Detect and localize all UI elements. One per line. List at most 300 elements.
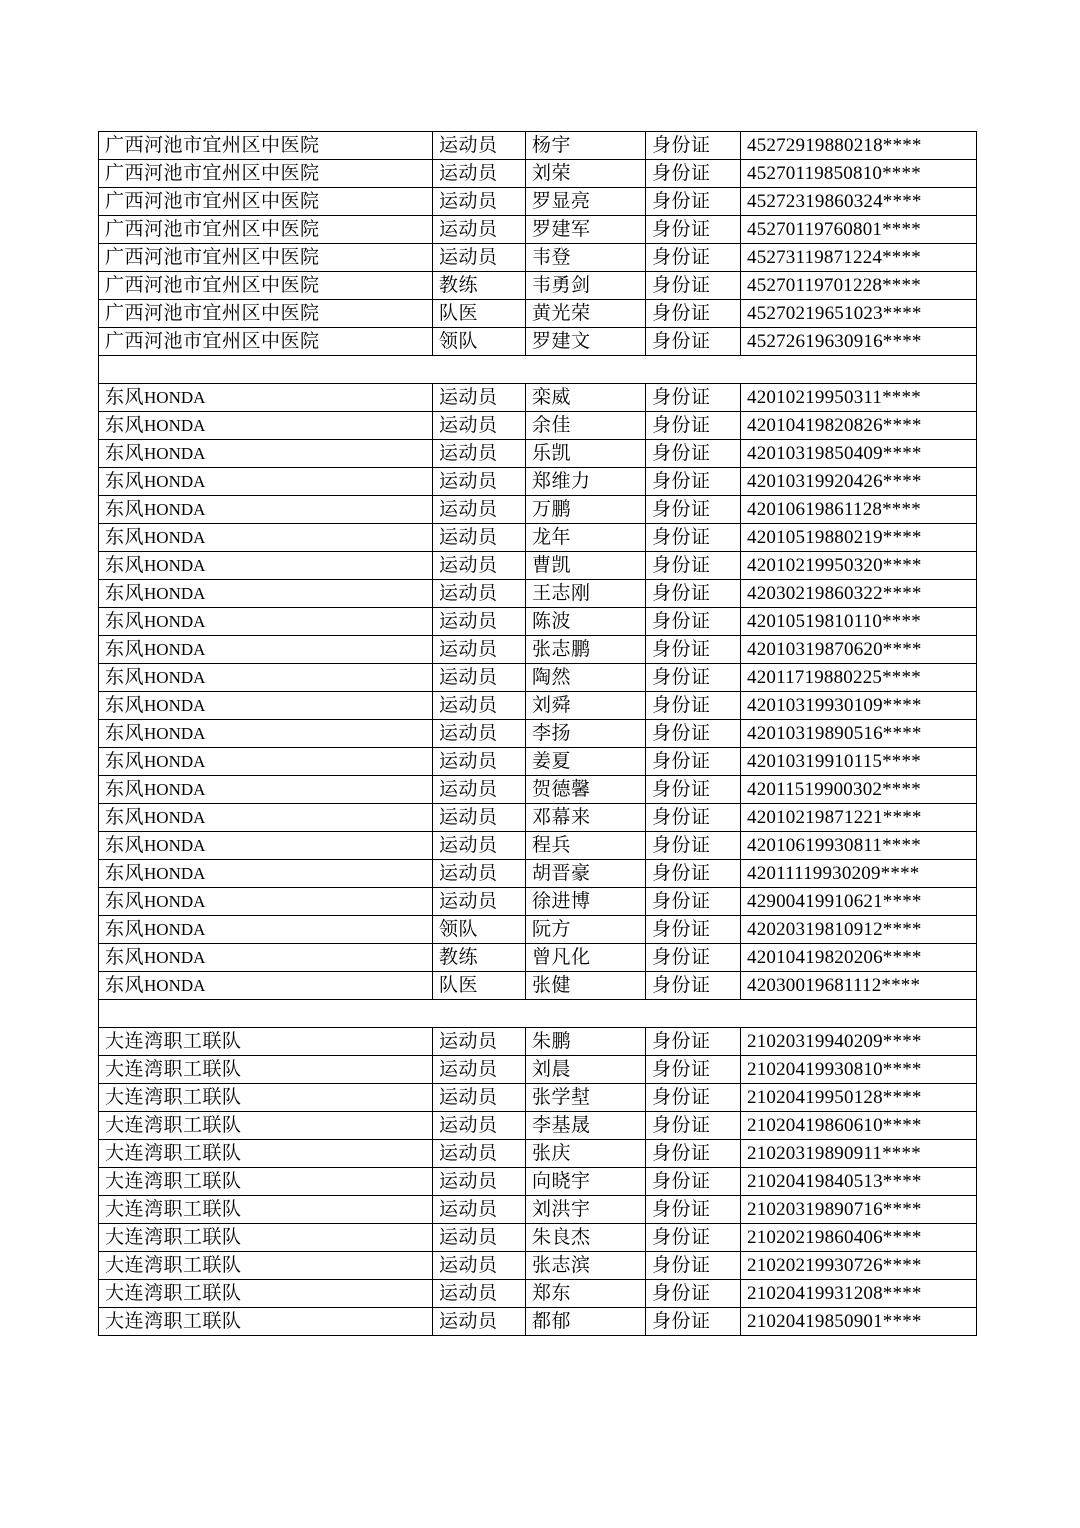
cell-id-type: 身份证 <box>646 244 741 272</box>
cell-organization <box>99 1280 433 1308</box>
cell-id-number: 42011719880225**** <box>741 664 977 692</box>
cell-id-number: 42010519810110**** <box>741 608 977 636</box>
table-row <box>99 496 977 524</box>
cell-person-name: 曾凡化 <box>526 944 646 972</box>
table-row <box>99 608 977 636</box>
cell-organization <box>99 496 433 524</box>
cell-role: 运动员 <box>433 468 526 496</box>
cell-id-type: 身份证 <box>646 664 741 692</box>
cell-organization <box>99 664 433 692</box>
cell-person-name: 郑维力 <box>526 468 646 496</box>
cell-organization <box>99 1224 433 1252</box>
organization-name-latin: HONDA <box>144 919 206 939</box>
cell-id-number: 42010219950311**** <box>741 384 977 412</box>
cell-id-number: 42020319810912**** <box>741 916 977 944</box>
cell-person-name: 朱良杰 <box>526 1224 646 1252</box>
cell-id-type: 身份证 <box>646 188 741 216</box>
cell-role: 领队 <box>433 916 526 944</box>
organization-name-cjk: 广西河池市宜州区中医院 <box>105 330 320 352</box>
cell-role: 运动员 <box>433 412 526 440</box>
cell-role: 运动员 <box>433 552 526 580</box>
cell-id-type: 身份证 <box>646 440 741 468</box>
cell-organization <box>99 440 433 468</box>
cell-person-name: 胡晋豪 <box>526 860 646 888</box>
organization-name-cjk: 东风 <box>105 610 145 632</box>
cell-id-type: 身份证 <box>646 1308 741 1336</box>
cell-person-name: 邓幕来 <box>526 804 646 832</box>
cell-id-number: 21020219860406**** <box>741 1224 977 1252</box>
cell-role: 运动员 <box>433 860 526 888</box>
organization-name-cjk: 东风 <box>105 806 145 828</box>
table-row <box>99 384 977 412</box>
cell-id-type: 身份证 <box>646 1140 741 1168</box>
cell-id-type: 身份证 <box>646 272 741 300</box>
cell-organization <box>99 1112 433 1140</box>
cell-id-number: 45270119760801**** <box>741 216 977 244</box>
cell-role: 运动员 <box>433 608 526 636</box>
table-row <box>99 1196 977 1224</box>
cell-person-name: 都郁 <box>526 1308 646 1336</box>
cell-person-name: 阮方 <box>526 916 646 944</box>
organization-name-cjk: 大连湾职工联队 <box>105 1086 242 1108</box>
table-row <box>99 1168 977 1196</box>
cell-id-number: 42011519900302**** <box>741 776 977 804</box>
cell-role: 运动员 <box>433 804 526 832</box>
cell-id-number: 45270219651023**** <box>741 300 977 328</box>
cell-organization <box>99 384 433 412</box>
cell-organization <box>99 804 433 832</box>
table-row <box>99 832 977 860</box>
cell-id-number: 21020419840513**** <box>741 1168 977 1196</box>
table-row <box>99 692 977 720</box>
cell-organization <box>99 580 433 608</box>
organization-name-cjk: 大连湾职工联队 <box>105 1030 242 1052</box>
cell-id-number: 42010619861128**** <box>741 496 977 524</box>
cell-person-name: 陶然 <box>526 664 646 692</box>
cell-id-number: 42010619930811**** <box>741 832 977 860</box>
cell-organization <box>99 692 433 720</box>
organization-name-cjk: 东风 <box>105 498 145 520</box>
cell-id-type: 身份证 <box>646 524 741 552</box>
cell-organization <box>99 888 433 916</box>
cell-organization <box>99 1252 433 1280</box>
group-separator-row <box>99 1000 977 1028</box>
cell-id-number: 42030219860322**** <box>741 580 977 608</box>
table-row <box>99 440 977 468</box>
table-row <box>99 552 977 580</box>
cell-role: 运动员 <box>433 1224 526 1252</box>
cell-person-name: 张学堼 <box>526 1084 646 1112</box>
organization-name-latin: HONDA <box>144 471 206 491</box>
cell-role: 运动员 <box>433 1112 526 1140</box>
organization-name-cjk: 大连湾职工联队 <box>105 1226 242 1248</box>
cell-id-type: 身份证 <box>646 160 741 188</box>
table-row <box>99 1028 977 1056</box>
cell-id-number: 42010319870620**** <box>741 636 977 664</box>
cell-id-number: 42030019681112**** <box>741 972 977 1000</box>
cell-role: 运动员 <box>433 216 526 244</box>
organization-name-cjk: 大连湾职工联队 <box>105 1282 242 1304</box>
cell-id-number: 42010219871221**** <box>741 804 977 832</box>
cell-id-type: 身份证 <box>646 916 741 944</box>
cell-id-number: 42010219950320**** <box>741 552 977 580</box>
cell-id-number: 21020419860610**** <box>741 1112 977 1140</box>
cell-id-type: 身份证 <box>646 216 741 244</box>
cell-role: 运动员 <box>433 1252 526 1280</box>
roster-table-body <box>99 132 977 1336</box>
organization-name-latin: HONDA <box>144 975 206 995</box>
cell-organization <box>99 832 433 860</box>
organization-name-latin: HONDA <box>144 807 206 827</box>
cell-organization <box>99 272 433 300</box>
cell-role: 领队 <box>433 328 526 356</box>
cell-organization <box>99 552 433 580</box>
cell-role: 运动员 <box>433 188 526 216</box>
table-row <box>99 1140 977 1168</box>
organization-name-latin: HONDA <box>144 751 206 771</box>
cell-role: 运动员 <box>433 1168 526 1196</box>
cell-person-name: 张志滨 <box>526 1252 646 1280</box>
table-row <box>99 1084 977 1112</box>
organization-name-cjk: 广西河池市宜州区中医院 <box>105 246 320 268</box>
table-row <box>99 132 977 160</box>
organization-name-cjk: 大连湾职工联队 <box>105 1058 242 1080</box>
organization-name-cjk: 广西河池市宜州区中医院 <box>105 190 320 212</box>
group-separator-cell <box>99 356 977 384</box>
cell-id-number: 42010319930109**** <box>741 692 977 720</box>
cell-person-name: 张健 <box>526 972 646 1000</box>
cell-role: 运动员 <box>433 636 526 664</box>
cell-role: 运动员 <box>433 1056 526 1084</box>
organization-name-cjk: 大连湾职工联队 <box>105 1198 242 1220</box>
cell-organization <box>99 1028 433 1056</box>
organization-name-latin: HONDA <box>144 387 206 407</box>
table-row <box>99 244 977 272</box>
table-row <box>99 300 977 328</box>
organization-name-cjk: 大连湾职工联队 <box>105 1170 242 1192</box>
cell-id-type: 身份证 <box>646 832 741 860</box>
cell-id-type: 身份证 <box>646 944 741 972</box>
table-row <box>99 160 977 188</box>
cell-organization <box>99 244 433 272</box>
cell-person-name: 王志刚 <box>526 580 646 608</box>
cell-role: 队医 <box>433 972 526 1000</box>
cell-person-name: 郑东 <box>526 1280 646 1308</box>
cell-id-number: 42010419820826**** <box>741 412 977 440</box>
table-row <box>99 1056 977 1084</box>
cell-role: 运动员 <box>433 1084 526 1112</box>
cell-id-type: 身份证 <box>646 300 741 328</box>
cell-role: 运动员 <box>433 748 526 776</box>
cell-role: 运动员 <box>433 440 526 468</box>
table-row <box>99 748 977 776</box>
organization-name-cjk: 大连湾职工联队 <box>105 1142 242 1164</box>
cell-id-number: 21020419950128**** <box>741 1084 977 1112</box>
cell-organization <box>99 748 433 776</box>
organization-name-latin: HONDA <box>144 583 206 603</box>
organization-name-cjk: 广西河池市宜州区中医院 <box>105 302 320 324</box>
cell-id-number: 21020319890911**** <box>741 1140 977 1168</box>
cell-person-name: 向晓宇 <box>526 1168 646 1196</box>
organization-name-cjk: 广西河池市宜州区中医院 <box>105 274 320 296</box>
cell-id-type: 身份证 <box>646 776 741 804</box>
cell-person-name: 黄光荣 <box>526 300 646 328</box>
cell-id-type: 身份证 <box>646 1196 741 1224</box>
cell-id-type: 身份证 <box>646 580 741 608</box>
organization-name-latin: HONDA <box>144 891 206 911</box>
cell-organization <box>99 860 433 888</box>
cell-id-type: 身份证 <box>646 1168 741 1196</box>
cell-person-name: 韦勇剑 <box>526 272 646 300</box>
organization-name-cjk: 广西河池市宜州区中医院 <box>105 162 320 184</box>
table-row <box>99 412 977 440</box>
cell-role: 运动员 <box>433 664 526 692</box>
cell-id-type: 身份证 <box>646 132 741 160</box>
cell-id-number: 42010319920426**** <box>741 468 977 496</box>
cell-person-name: 程兵 <box>526 832 646 860</box>
cell-id-type: 身份证 <box>646 1084 741 1112</box>
cell-id-type: 身份证 <box>646 608 741 636</box>
cell-id-type: 身份证 <box>646 1112 741 1140</box>
organization-name-cjk: 大连湾职工联队 <box>105 1254 242 1276</box>
cell-role: 运动员 <box>433 524 526 552</box>
cell-organization <box>99 720 433 748</box>
cell-organization <box>99 608 433 636</box>
cell-id-type: 身份证 <box>646 328 741 356</box>
table-row <box>99 944 977 972</box>
cell-id-type: 身份证 <box>646 720 741 748</box>
cell-organization <box>99 916 433 944</box>
table-row <box>99 1308 977 1336</box>
table-row <box>99 272 977 300</box>
organization-name-latin: HONDA <box>144 667 206 687</box>
cell-id-number: 42010319890516**** <box>741 720 977 748</box>
organization-name-cjk: 东风 <box>105 554 145 576</box>
cell-role: 教练 <box>433 944 526 972</box>
cell-role: 运动员 <box>433 1196 526 1224</box>
cell-id-type: 身份证 <box>646 636 741 664</box>
cell-id-type: 身份证 <box>646 468 741 496</box>
organization-name-cjk: 大连湾职工联队 <box>105 1310 242 1332</box>
cell-person-name: 刘舜 <box>526 692 646 720</box>
cell-role: 运动员 <box>433 1280 526 1308</box>
cell-organization <box>99 216 433 244</box>
cell-id-number: 21020419930810**** <box>741 1056 977 1084</box>
cell-person-name: 万鹏 <box>526 496 646 524</box>
cell-id-number: 45270119850810**** <box>741 160 977 188</box>
cell-person-name: 栾威 <box>526 384 646 412</box>
cell-id-number: 42010319850409**** <box>741 440 977 468</box>
organization-name-latin: HONDA <box>144 611 206 631</box>
cell-person-name: 乐凯 <box>526 440 646 468</box>
organization-name-latin: HONDA <box>144 863 206 883</box>
table-row <box>99 916 977 944</box>
cell-organization <box>99 524 433 552</box>
table-row <box>99 580 977 608</box>
cell-id-type: 身份证 <box>646 1028 741 1056</box>
organization-name-latin: HONDA <box>144 499 206 519</box>
cell-id-number: 21020319890716**** <box>741 1196 977 1224</box>
cell-id-number: 42010519880219**** <box>741 524 977 552</box>
organization-name-latin: HONDA <box>144 527 206 547</box>
cell-person-name: 张志鹏 <box>526 636 646 664</box>
table-row <box>99 636 977 664</box>
cell-organization <box>99 188 433 216</box>
cell-id-number: 42011119930209**** <box>741 860 977 888</box>
cell-person-name: 李基晟 <box>526 1112 646 1140</box>
organization-name-cjk: 大连湾职工联队 <box>105 1114 242 1136</box>
table-row <box>99 776 977 804</box>
organization-name-cjk: 东风 <box>105 694 145 716</box>
cell-person-name: 李扬 <box>526 720 646 748</box>
cell-id-type: 身份证 <box>646 972 741 1000</box>
cell-role: 运动员 <box>433 384 526 412</box>
table-row <box>99 216 977 244</box>
organization-name-cjk: 广西河池市宜州区中医院 <box>105 134 320 156</box>
cell-id-type: 身份证 <box>646 412 741 440</box>
table-row <box>99 664 977 692</box>
cell-id-number: 42010319910115**** <box>741 748 977 776</box>
cell-organization <box>99 636 433 664</box>
organization-name-cjk: 东风 <box>105 834 145 856</box>
cell-organization <box>99 776 433 804</box>
cell-person-name: 余佳 <box>526 412 646 440</box>
cell-role: 运动员 <box>433 1308 526 1336</box>
cell-organization <box>99 972 433 1000</box>
organization-name-cjk: 东风 <box>105 470 145 492</box>
table-row <box>99 972 977 1000</box>
group-separator-row <box>99 356 977 384</box>
organization-name-latin: HONDA <box>144 443 206 463</box>
cell-organization <box>99 944 433 972</box>
organization-name-cjk: 东风 <box>105 862 145 884</box>
cell-person-name: 刘洪宇 <box>526 1196 646 1224</box>
organization-name-latin: HONDA <box>144 723 206 743</box>
cell-role: 运动员 <box>433 1140 526 1168</box>
cell-id-type: 身份证 <box>646 692 741 720</box>
cell-person-name: 朱鹏 <box>526 1028 646 1056</box>
table-row <box>99 888 977 916</box>
cell-person-name: 罗建文 <box>526 328 646 356</box>
table-row <box>99 1224 977 1252</box>
cell-role: 运动员 <box>433 720 526 748</box>
organization-name-cjk: 东风 <box>105 386 145 408</box>
table-row <box>99 860 977 888</box>
cell-id-type: 身份证 <box>646 804 741 832</box>
cell-person-name: 刘荣 <box>526 160 646 188</box>
cell-person-name: 韦登 <box>526 244 646 272</box>
table-row <box>99 468 977 496</box>
cell-role: 运动员 <box>433 496 526 524</box>
cell-person-name: 刘晨 <box>526 1056 646 1084</box>
cell-id-type: 身份证 <box>646 888 741 916</box>
cell-organization <box>99 132 433 160</box>
table-row <box>99 804 977 832</box>
cell-id-number: 21020319940209**** <box>741 1028 977 1056</box>
table-row <box>99 524 977 552</box>
organization-name-cjk: 东风 <box>105 722 145 744</box>
organization-name-cjk: 东风 <box>105 414 145 436</box>
cell-organization <box>99 160 433 188</box>
cell-role: 运动员 <box>433 832 526 860</box>
cell-id-number: 45272319860324**** <box>741 188 977 216</box>
organization-name-cjk: 东风 <box>105 526 145 548</box>
organization-name-latin: HONDA <box>144 779 206 799</box>
cell-id-number: 21020419850901**** <box>741 1308 977 1336</box>
cell-id-type: 身份证 <box>646 496 741 524</box>
table-row <box>99 720 977 748</box>
cell-person-name: 龙年 <box>526 524 646 552</box>
cell-role: 队医 <box>433 300 526 328</box>
cell-id-number: 45270119701228**** <box>741 272 977 300</box>
cell-id-type: 身份证 <box>646 552 741 580</box>
cell-person-name: 张庆 <box>526 1140 646 1168</box>
table-row <box>99 1280 977 1308</box>
cell-id-number: 45272619630916**** <box>741 328 977 356</box>
cell-id-number: 21020219930726**** <box>741 1252 977 1280</box>
cell-organization <box>99 1168 433 1196</box>
cell-id-number: 21020419931208**** <box>741 1280 977 1308</box>
organization-name-latin: HONDA <box>144 947 206 967</box>
organization-name-cjk: 东风 <box>105 890 145 912</box>
cell-id-number: 45273119871224**** <box>741 244 977 272</box>
cell-person-name: 杨宇 <box>526 132 646 160</box>
cell-role: 运动员 <box>433 776 526 804</box>
cell-organization <box>99 300 433 328</box>
cell-id-type: 身份证 <box>646 384 741 412</box>
cell-person-name: 陈波 <box>526 608 646 636</box>
cell-organization <box>99 1196 433 1224</box>
cell-id-type: 身份证 <box>646 1056 741 1084</box>
cell-role: 教练 <box>433 272 526 300</box>
cell-organization <box>99 468 433 496</box>
cell-id-type: 身份证 <box>646 1252 741 1280</box>
cell-id-type: 身份证 <box>646 1224 741 1252</box>
group-separator-cell <box>99 1000 977 1028</box>
table-row <box>99 1112 977 1140</box>
cell-organization <box>99 1308 433 1336</box>
organization-name-cjk: 东风 <box>105 778 145 800</box>
cell-person-name: 徐进博 <box>526 888 646 916</box>
cell-id-number: 42900419910621**** <box>741 888 977 916</box>
table-row <box>99 188 977 216</box>
organization-name-cjk: 东风 <box>105 946 145 968</box>
organization-name-cjk: 东风 <box>105 666 145 688</box>
cell-organization <box>99 1084 433 1112</box>
cell-role: 运动员 <box>433 692 526 720</box>
cell-role: 运动员 <box>433 888 526 916</box>
cell-role: 运动员 <box>433 244 526 272</box>
cell-role: 运动员 <box>433 580 526 608</box>
organization-name-latin: HONDA <box>144 695 206 715</box>
cell-id-type: 身份证 <box>646 1280 741 1308</box>
organization-name-cjk: 东风 <box>105 918 145 940</box>
organization-name-cjk: 东风 <box>105 442 145 464</box>
cell-organization <box>99 1056 433 1084</box>
organization-name-cjk: 广西河池市宜州区中医院 <box>105 218 320 240</box>
organization-name-cjk: 东风 <box>105 638 145 660</box>
cell-person-name: 姜夏 <box>526 748 646 776</box>
cell-id-type: 身份证 <box>646 748 741 776</box>
cell-role: 运动员 <box>433 160 526 188</box>
table-row <box>99 1252 977 1280</box>
organization-name-cjk: 东风 <box>105 974 145 996</box>
cell-organization <box>99 1140 433 1168</box>
cell-organization <box>99 328 433 356</box>
cell-organization <box>99 412 433 440</box>
cell-person-name: 贺德馨 <box>526 776 646 804</box>
organization-name-latin: HONDA <box>144 639 206 659</box>
